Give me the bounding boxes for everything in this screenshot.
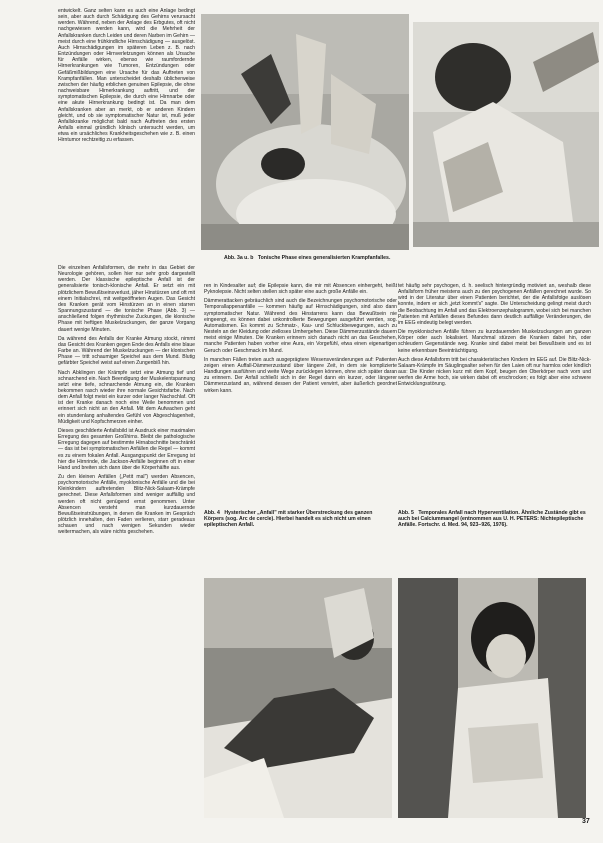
paragraph: Da während des Anfalls der Kranke Atmung stockt, nimmt das Gesicht des Kranken gegen Ende des Anfalls eine blaue Farbe an. Während der Muskelzuckungen — der klonischen Phase — tritt schaumiger Speichel aus dem Mund. Blutig gefärbter Speichel weist auf einen Zungenbiß hin. — [58, 335, 195, 367]
caption-text: Hysterischer „Anfall" mit starker Überstreckung des ganzen Körpers (sog. Arc de cercle). Hierbei handelt es sich nicht um einen epileptischen Anfall. — [204, 510, 373, 529]
caption-fig4 — [204, 510, 384, 529]
paragraph: Dieses geschilderte Anfallsbild ist Ausdruck einer maximalen Erregung des gesamten Großhirns. Bleibt die pathologische Erregung dagegen auf bestimmte Hirnabschnitte beschränkt — das ist bei symptomatischen Anfällen die Regel — kommt es zu einem fokalen Anfall. Ausgangspunkt der Erregung ist hier die Hirnrinde, die Jackson-Anfälle beginnen oft in einer Hand und breiten sich dann über die Körperhälfte aus. — [58, 427, 195, 471]
column-1-bottom — [58, 265, 195, 817]
caption-text: Temporales Anfall nach Hyperventilation. Ähnliche Zustände gibt es auch bei Calciummangel (entnommen aus U. H. PETERS: Nichtepileptische Anfälle. Fortschr. d. Med. 94, 923–926, 1976). — [398, 510, 586, 529]
caption-text: Tonische Phase eines generalisierten Krampfanfalles. — [257, 255, 391, 261]
photo-fig3b — [413, 22, 599, 247]
paragraph: ren in Kindesalter auf; die Epilepsie kann, die mir mit Absencen einhergeht, heißt Pyknolepsie. Nicht selten stellen sich später eine auch große Anfälle ein. — [204, 283, 397, 296]
paragraph: Die myoklonischen Anfälle führen zu kurzdauernden Muskelzuckungen am ganzen Körper oder auch lokalisiert. Manchmal stürzen die Kranken dabei hin, oder schleudern Gegenstände weg. Kranke sind dabei meist bei Bewußtsein und es ist keine erkennbare Beeinträchtigung. — [398, 329, 591, 354]
paragraph: Nach Abklingen der Krämpfe setzt eine Atmung tief und schnarchend ein. Nach Beendigung der Muskelentspannung setzt eine tiefe, schnarchende Atmung ein, die Kranken bekommen rasch wieder ihre normale Gesichtsfarbe. Nach dem Anfall folgt meist ein kurzer oder langer Nachschlaf. Oft ist der Kranke danach noch eine Weile benommen und erinnert sich nicht an den Anfall. Mit dem Aufwachen geht ein stundenlang anhaltendes Gefühl von Abgeschlagenheit, Müdigkeit und Kopfschmerzen einher. — [58, 369, 195, 425]
caption-fig3 — [224, 255, 584, 261]
paragraph: Dämmerattacken gebräuchlich sind auch die Bezeichnungen psychomotorische oder Temporallappenanfälle — kommen häufig auf Hirnschädigungen, sind also dann symptomatischer Natur. Während des Hinstarrens kann das Bewußtsein nie eingeengt, es können dabei unkontrollierte Bewegungen ausgeführt werden, sog. Automatismen. Es kommt zu Schmatz-, Kau- und Schluckbewegungen, auch zu Nesteln an der Kleidung oder zielloses Umhergehen. Diese Dämmerzustände dauern meist einige Minuten. Die Kranken erinnern sich danach nicht an das Geschehen, manche Patienten haben vorher eine Aura, ein Vorgefühl, etwa einen eigenartigen Geruch oder Geschmack im Mund. — [204, 298, 397, 354]
column-3 — [398, 283, 591, 501]
paragraph: Zu den kleinen Anfällen („Petit mal") werden Absencen, psychomotorische Anfälle, myoklonische Anfälle und die bei Kleinkindern auftretenden Blitz-Nick-Salaam-Krämpfe gerechnet. Diese Anfallsformen sind weniger auffällig und werden oft nicht genügend ernst genommen. Unter Absencen versteht man kurzdauernde Bewußtseinstrübungen, in denen die Kranken im Gespräch plötzlich innehalten, den Faden verlieren, starr geradeaus schauen und nach wenigen Sekunden wieder weitermachen, als wäre nichts geschehen. — [58, 474, 195, 536]
caption-fig5 — [398, 510, 586, 529]
paragraph: In manchen Fällen treten auch ausgeprägtere Wesensveränderungen auf: Patienten zeigen einen Auffall-Dämmerzustand über längere Zeit, in dem sie komplizierte Handlungen ausführen und weite Wege zurücklegen können, ohne sich später daran zu erinnern. Der Anfall schließt sich in der Regel dann ein kurzer, oder längerer Dämmerzustand an, während dessen der Patient verwirrt, aber äußerlich geordnet wirken kann. — [204, 356, 397, 394]
paragraph: Die einzelnen Anfallsformen, die mehr in das Gebiet der Neurologie gehören, sollen hier nur sehr grob dargestellt werden. Der klassische epileptische Anfall ist der generalisierte tonisch-klonische Anfall. Er setzt ein mit plötzlichem Bewußtseinsverlust, jäher Hinstürzen und oft mit einem Initialschrei, mit weitgeöffneten Augen. Das Gesicht des Kranken gerät vom Hinstürzen an in einen starren Spannungszustand — die tonische Phase (Abb. 3) — anschließend folgen rhythmische Zuckungen, die klonische Phase mit heftigen Muskelzuckungen, der ganze Vorgang dauert wenige Minuten. — [58, 265, 195, 333]
caption-label: Abb. 5 — [398, 510, 414, 516]
paragraph: Auch diese Anfallsform tritt bei charakteristischen Kindern im EEG auf. Die Blitz-Nick-Salaam-Krämpfe im Säuglingsalter sehen für den Laien oft nur harmlos oder kindlich aus: Die Kinder nicken kurz mit dem Kopf, beugen den Oberkörper nach vorn und werfen die Arme hoch, sie wirken dabei oft erschrocken; es folgt aber eine schwere Entwicklungsstörung. — [398, 356, 591, 388]
caption-label: Abb. 4 — [204, 510, 220, 516]
paragraph: entwickelt. Ganz selten kann es auch eine Anlage bedingt sein, aber auch durch Schädigung des Gehirns verursacht werden. Während, neben der Anlage des Erbgutes, oft nicht nachgewiesen werden kann, wird die Mehrheit der Anfallskranken durch Leiden und deren Narben im Gehirn — meist durch eine frühkindliche Hirnschädigung — ausgelöst. Auch Hirnschädigungen im späteren Leben z. B. nach Entzündungen oder Hirnverletzungen können als Ursache für Anfälle wirken, ebenso wie raumfordernde Hirnerkrankungen wie Tumoren, Entzündungen oder Gefäßmißbildungen eine Ursache für das Auftreten von Krampfanfällen. Man unterscheidet deshalb üblicherweise zwischen der häufig erblichen genuinen Epilepsie, die ohne nachweisbare Hirnerkrankung auftritt, und der symptomatischen Epilepsie, die durch eine Hirnnarbe oder eine akute Hirnerkrankung bedingt ist. Da man dem Anfallskranken aber an merkt, ob er anderen Kindern gleicht, und ob sie symptomatischer Natur ist, muß jeder Anfallskranke möglichst bald nach Auftreten des ersten Anfalls einmal gründlich klinisch untersucht werden, um etwa ein ursächliches Krankheitsgeschehen wie z. B. einen Hirntumor rechtzeitig zu erfassen. — [58, 8, 195, 144]
caption-label: Abb. 3a u. b — [224, 255, 254, 261]
column-1-top — [58, 8, 195, 254]
photo-fig3a — [201, 14, 409, 250]
paragraph: tet häufig sehr psychogen, d. h. seelisch hintergründig motiviert an, weshalb diese Anfallsform früher meistens auch zu den psychogenen Anfällen gerechnet wurde. So wird in der Literatur über einen Patienten berichtet, der die Anfallsfolge auslösen konnte, indem er sich „jetzt kommt's" sagte. Die Unterscheidung gelingt meist durch die Beobachtung im Anfall und das Elektroenzephalogramm, wobei sich bei manchen Patienten mit Anfällen dieses Befundes dann deutlich auffällige Veränderungen, die im EEG eindeutig belegt werden. — [398, 283, 591, 326]
photo-fig5 — [398, 578, 586, 818]
column-2 — [204, 283, 397, 501]
photo-fig4 — [204, 578, 392, 818]
page-number: 37 — [582, 818, 590, 825]
